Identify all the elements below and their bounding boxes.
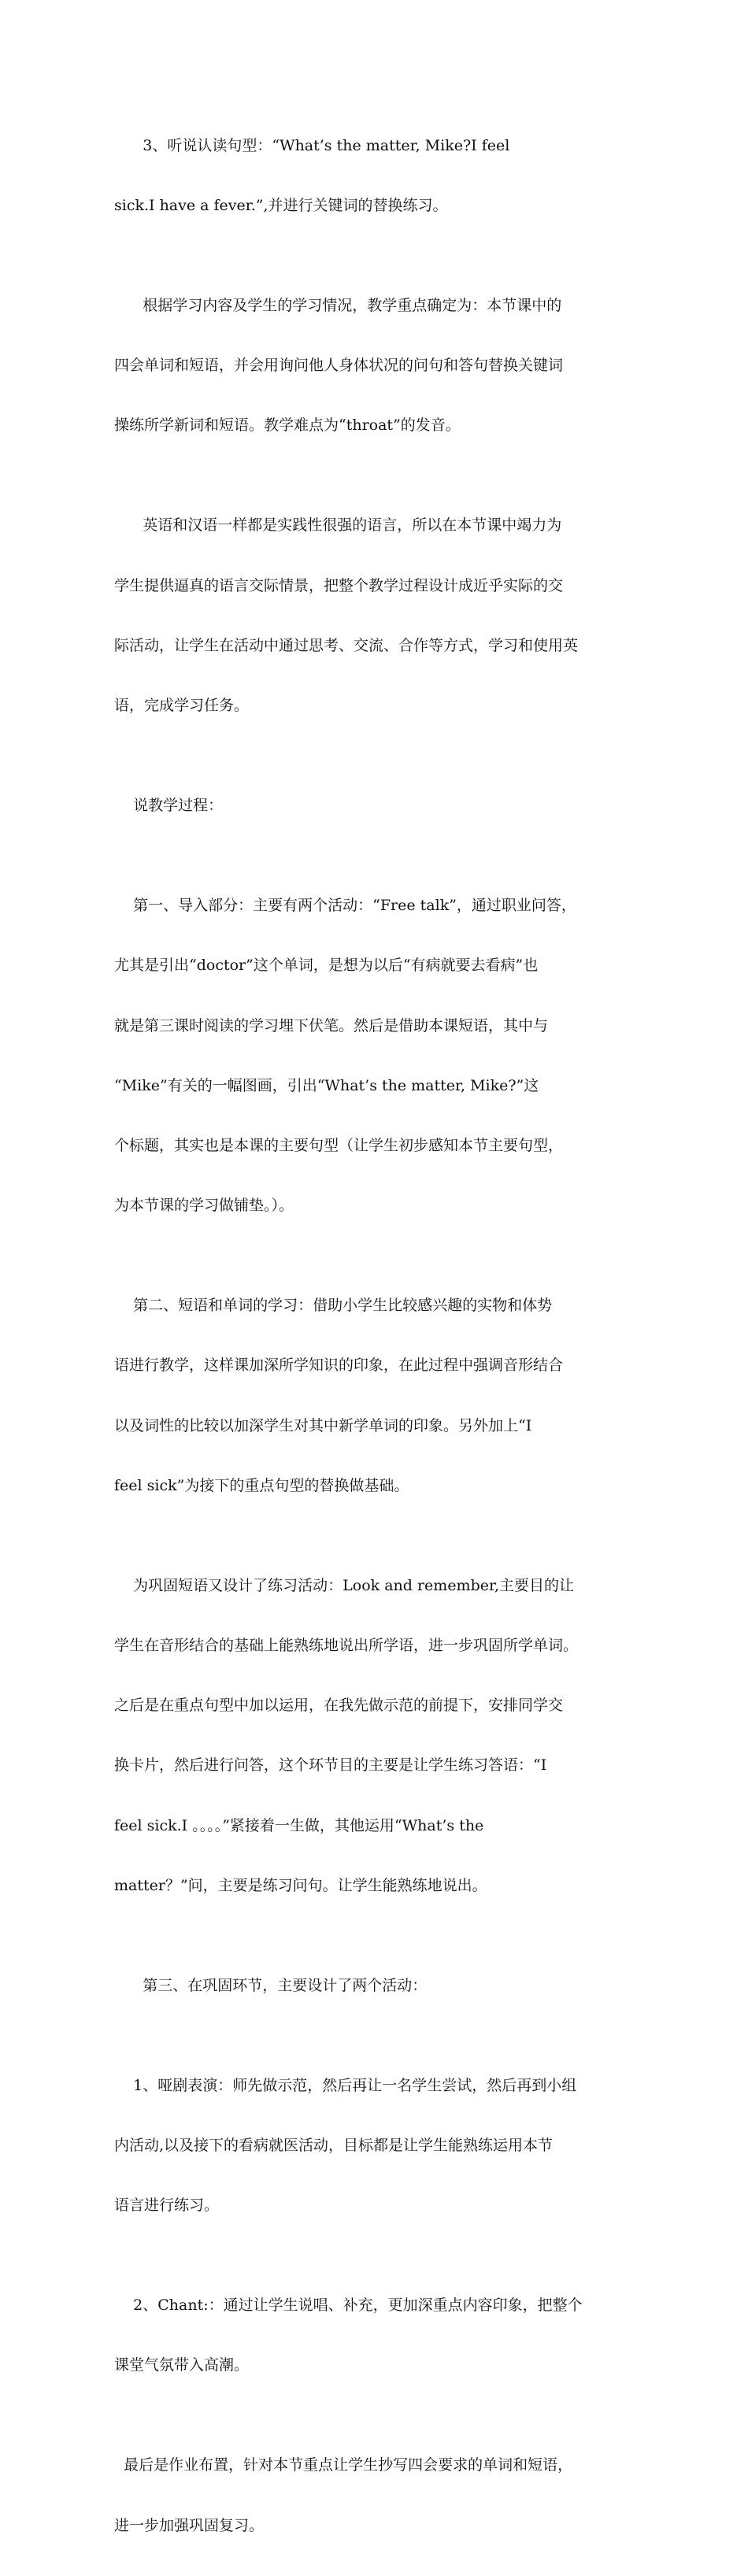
- text-line: 语言进行练习。: [114, 2197, 220, 2215]
- text-line: 换卡片，然后进行问答，这个环节目的主要是让学生练习答语：“I: [114, 1756, 547, 1775]
- text-line: 内活动,以及接下的看病就医活动，目标都是让学生能熟练运用本节: [114, 2137, 554, 2154]
- text-line: 英语和汉语一样都是实践性很强的语言，所以在本节课中竭力为: [114, 516, 562, 535]
- text-line: 四会单词和短语，并会用询问他人身体状况的问句和答句替换关键词: [114, 357, 564, 375]
- text-line: 之后是在重点句型中加以运用，在我先做示范的前提下，安排同学交: [114, 1697, 564, 1715]
- text-line: 进一步加强巩固复习。: [114, 2516, 265, 2534]
- paragraph-teaching-focus: [114, 256, 643, 476]
- paragraph-chant-activity: [114, 2256, 643, 2415]
- text-line: 操练所学新词和短语。教学难点为“throat”的发音。: [114, 416, 461, 435]
- paragraph-homework: [114, 2416, 643, 2576]
- text-line: 语进行教学，这样课加深所学知识的印象，在此过程中强调音形结合: [114, 1356, 564, 1375]
- paragraph-step-two: [114, 1256, 643, 1536]
- text-line: 第一、导入部分：主要有两个活动：“Free talk”，通过职业问答，: [114, 897, 576, 915]
- paragraph-practice-activity: [114, 1536, 643, 1936]
- text-line: 第三、在巩固环节，主要设计了两个活动：: [114, 1976, 428, 1994]
- text-line: 1、哑剧表演：师先做示范，然后再让一名学生尝试，然后再到小组: [114, 2076, 577, 2094]
- paragraph-language-practice: [114, 476, 643, 757]
- text-line: 以及词性的比较以加深学生对其中新学单词的印象。另外加上“I: [114, 1416, 532, 1434]
- paragraph-step-one: [114, 856, 643, 1256]
- text-line: 个标题，其实也是本课的主要句型（让学生初步感知本节主要句型，: [114, 1136, 564, 1154]
- text-line: matter？”问，主要是练习问句。让学生能熟练地说出。: [114, 1876, 487, 1894]
- text-line: 学生在音形结合的基础上能熟练地说出所学语，进一步巩固所学单词。: [114, 1636, 579, 1654]
- text-line: 3、听说认读句型：“What’s the matter, Mike?I feel: [114, 136, 510, 154]
- text-line: 根据学习内容及学生的学习情况，教学重点确定为：本节课中的: [114, 297, 562, 315]
- text-line: feel sick.I 。。。。”紧接着一生做，其他运用“What’s the: [114, 1816, 484, 1834]
- text-line: 学生提供逼真的语言交际情景，把整个教学过程设计成近乎实际的交: [114, 576, 564, 594]
- text-line: feel sick”为接下的重点句型的替换做基础。: [114, 1476, 409, 1494]
- text-line: sick.I have a fever.”,并进行关键词的替换练习。: [114, 197, 448, 215]
- text-line: “Mike”有关的一幅图画，引出“What’s the matter, Mike?”这: [114, 1076, 539, 1094]
- text-line: 语，完成学习任务。: [114, 697, 250, 715]
- text-line: 就是第三课时阅读的学习埋下伏笔。然后是借助本课短语，其中与: [114, 1016, 549, 1034]
- text-line: 为巩固短语又设计了练习活动：Look and remember,主要目的让: [114, 1576, 575, 1594]
- paragraph-step-three: [114, 1936, 643, 2036]
- paragraph-mime-activity: [114, 2036, 643, 2256]
- text-line: 尤其是引出“doctor”这个单词，是想为以后“有病就要去看病”也: [114, 957, 539, 975]
- text-line: 课堂气氛带入高潮。: [114, 2356, 250, 2374]
- document-body: [114, 96, 643, 2576]
- text-line: 说教学过程：: [114, 797, 224, 815]
- text-line: 最后是作业布置，针对本节重点让学生抄写四会要求的单词和短语，: [114, 2456, 573, 2474]
- text-line: 2、Chant:：通过让学生说唱、补充，更加深重点内容印象，把整个: [114, 2297, 583, 2315]
- paragraph-key-sentence: [114, 96, 643, 256]
- text-line: 际活动，让学生在活动中通过思考、交流、合作等方式，学习和使用英: [114, 636, 579, 654]
- section-heading-teaching-process: [114, 756, 643, 856]
- text-line: 第二、短语和单词的学习：借助小学生比较感兴趣的实物和体势: [114, 1297, 553, 1315]
- text-line: 为本节课的学习做铺垫。）。: [114, 1197, 294, 1215]
